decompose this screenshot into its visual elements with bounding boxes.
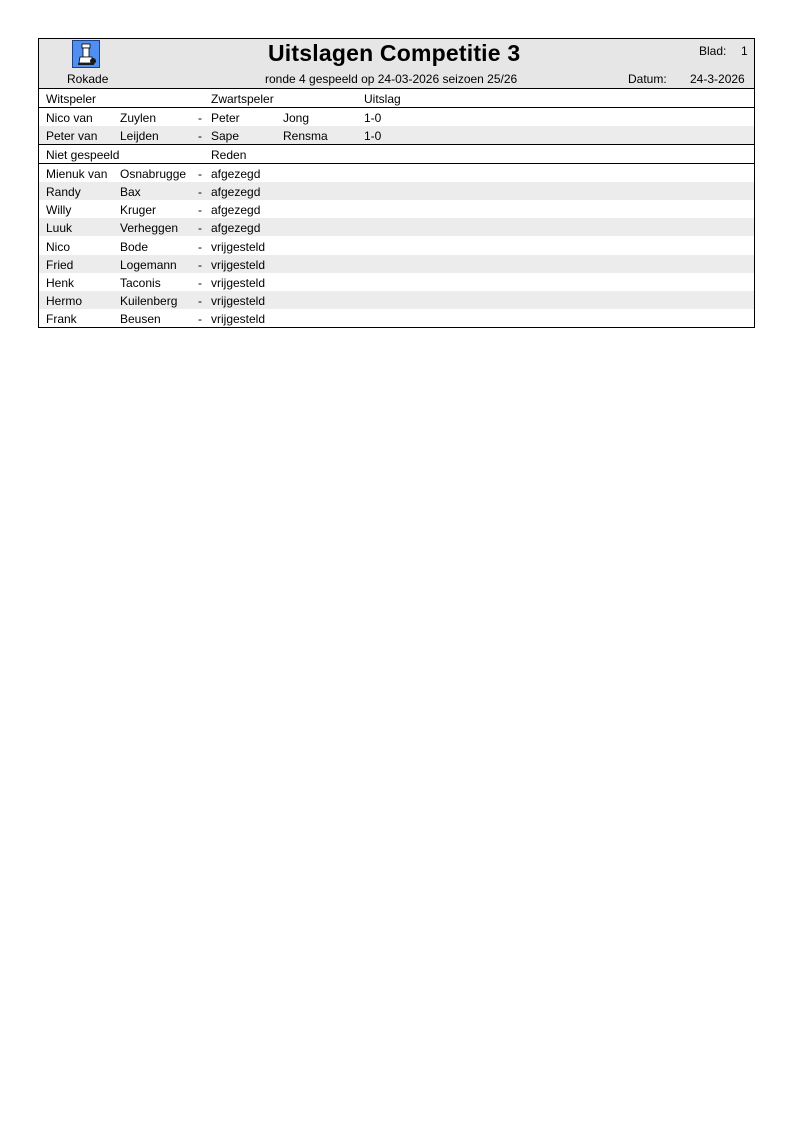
black-first-name: Sape xyxy=(211,129,240,143)
page-title: Uitslagen Competitie 3 xyxy=(268,40,521,66)
game-row xyxy=(39,108,754,126)
separator-dash: - xyxy=(198,258,202,272)
not-played-row xyxy=(39,237,754,255)
date-label: Datum: xyxy=(628,72,667,86)
separator-dash: - xyxy=(198,129,202,143)
separator-dash: - xyxy=(198,203,202,217)
absence-reason: vrijgesteld xyxy=(211,294,266,308)
absence-reason: vrijgesteld xyxy=(211,258,266,272)
black-player-header: Zwartspeler xyxy=(211,92,274,106)
white-first-name: Nico van xyxy=(46,111,93,125)
absence-reason: vrijgesteld xyxy=(211,240,266,254)
white-last-name: Zuylen xyxy=(120,111,157,125)
absence-reason: afgezegd xyxy=(211,221,261,235)
absence-reason: vrijgesteld xyxy=(211,276,266,290)
player-first-name: Randy xyxy=(46,185,81,199)
player-last-name: Kruger xyxy=(120,203,157,217)
absence-reason: afgezegd xyxy=(211,167,261,181)
result-header: Uitslag xyxy=(364,92,401,106)
separator-dash: - xyxy=(198,240,202,254)
results-report xyxy=(38,38,755,328)
white-last-name: Leijden xyxy=(120,129,159,143)
player-first-name: Fried xyxy=(46,258,74,272)
reason-header: Reden xyxy=(211,148,247,162)
player-last-name: Kuilenberg xyxy=(120,294,178,308)
player-last-name: Osnabrugge xyxy=(120,167,187,181)
report-header xyxy=(39,39,754,89)
black-first-name: Peter xyxy=(211,111,240,125)
player-first-name: Henk xyxy=(46,276,75,290)
player-first-name: Nico xyxy=(46,240,71,254)
separator-dash: - xyxy=(198,167,202,181)
not-played-header: Niet gespeeld xyxy=(46,148,120,162)
not-played-row xyxy=(39,164,754,182)
white-player-header: Witspeler xyxy=(46,92,97,106)
chess-rook-icon xyxy=(72,40,100,68)
player-first-name: Mienuk van xyxy=(46,167,108,181)
separator-dash: - xyxy=(198,276,202,290)
separator-dash: - xyxy=(198,221,202,235)
round-info: ronde 4 gespeeld op 24-03-2026 seizoen 25/26 xyxy=(265,72,518,86)
player-last-name: Bax xyxy=(120,185,141,199)
date-value: 24-3-2026 xyxy=(690,72,745,86)
black-last-name: Jong xyxy=(283,111,310,125)
game-result: 1-0 xyxy=(364,111,382,125)
black-last-name: Rensma xyxy=(283,129,328,143)
not-played-row xyxy=(39,255,754,273)
player-last-name: Logemann xyxy=(120,258,177,272)
not-played-row xyxy=(39,218,754,236)
not-played-row xyxy=(39,273,754,291)
separator-dash: - xyxy=(198,111,202,125)
separator-dash: - xyxy=(198,294,202,308)
not-played-row xyxy=(39,291,754,309)
absence-reason: afgezegd xyxy=(211,185,261,199)
game-result: 1-0 xyxy=(364,129,382,143)
player-last-name: Beusen xyxy=(120,312,161,326)
absence-reason: afgezegd xyxy=(211,203,261,217)
absence-reason: vrijgesteld xyxy=(211,312,266,326)
page-label: Blad: xyxy=(699,44,727,58)
separator-dash: - xyxy=(198,312,202,326)
player-first-name: Luuk xyxy=(46,221,73,235)
player-first-name: Hermo xyxy=(46,294,83,308)
white-first-name: Peter van xyxy=(46,129,98,143)
games-header-row xyxy=(39,89,754,107)
player-last-name: Taconis xyxy=(120,276,161,290)
player-last-name: Verheggen xyxy=(120,221,179,235)
not-played-header-row xyxy=(39,145,754,163)
game-row xyxy=(39,126,754,144)
not-played-row xyxy=(39,182,754,200)
page-number: 1 xyxy=(741,44,748,58)
not-played-row xyxy=(39,200,754,218)
not-played-row xyxy=(39,309,754,327)
club-name: Rokade xyxy=(67,72,109,86)
separator-dash: - xyxy=(198,185,202,199)
player-first-name: Frank xyxy=(46,312,77,326)
player-last-name: Bode xyxy=(120,240,149,254)
player-first-name: Willy xyxy=(46,203,72,217)
